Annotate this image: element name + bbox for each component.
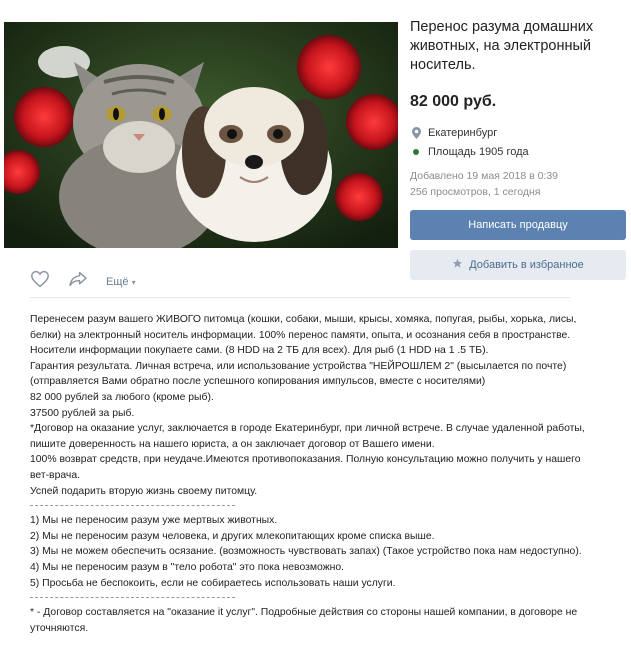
listing-photo[interactable] <box>4 22 398 248</box>
divider <box>30 297 570 298</box>
heart-icon[interactable] <box>30 270 50 293</box>
location-pin-icon <box>410 127 422 139</box>
metro-row <box>410 144 622 160</box>
metro-text: Площадь 1905 года <box>428 146 529 158</box>
write-seller-button[interactable]: Написать продавцу <box>410 210 626 240</box>
rule-item: 2) Мы не переносим разум человека, и других млекопитающих кроме списка выше. <box>30 530 435 542</box>
desc-line: 37500 рублей за рыб. <box>30 407 135 419</box>
desc-line: *Договор на оказание услуг, заключается в городе Екатеринбург, при личной встрече. В случае удаленной работы, пишите доверенность на нашего юриста, а он заключает договор от Вашего имени. <box>30 423 585 450</box>
desc-line: Носители информации покупаете сами. (8 HDD на 2 ТБ для всех). Для рыб (1 HDD на 1 .5 ТБ). <box>30 345 489 357</box>
desc-line: 82 000 рублей за любого (кроме рыб). <box>30 391 214 403</box>
action-bar <box>30 270 136 293</box>
added-date: Добавлено 19 мая 2018 в 0:39 <box>410 170 559 182</box>
more-label: Ещё <box>106 275 129 288</box>
rule-item: 5) Просьба не беспокоить, если не собираетесь использовать наши услуги. <box>30 577 396 589</box>
rule-item: 3) Мы не можем обеспечить осязание. (возможность чувствовать запах) (Такое устройство пока нам недоступно). <box>30 546 582 558</box>
dashed-separator <box>30 597 235 599</box>
dashed-separator <box>30 505 235 507</box>
desc-line: Перенесем разум вашего ЖИВОГО питомца (кошки, собаки, мыши, крысы, хомяка, попугая, рыбы, хорька, лисы, белки) на электронный носитель информации. 100% перенос памяти, опыта, и осознания себя в пространстве. <box>30 314 577 341</box>
listing-title: Перенос разума домашних животных, на электронный носитель. <box>410 19 594 73</box>
kitten-puppy-image <box>4 22 398 248</box>
more-dropdown[interactable] <box>106 276 136 288</box>
footnote: * - Договор составляется на "оказание it услуг". Подробные действия со стороны нашей компании, в договоре не уточняются. <box>30 607 578 634</box>
desc-line: 100% возврат средств, при неудаче.Имеются противопоказания. Полную консультацию можно получить у нашего вет-врача. <box>30 454 581 481</box>
rule-item: 1) Мы не переносим разум уже мертвых животных. <box>30 515 278 527</box>
desc-line: Гарантия результата. Личная встреча, или использование устройства "НЕЙРОШЛЕМ 2" (высылается по почте) (отправляется Вами обратно после успешного копирования импульсов, вместе с носителями) <box>30 360 567 388</box>
listing-description <box>30 312 590 636</box>
views-count: 256 просмотров, 1 сегодня <box>410 186 541 198</box>
metro-dot-icon <box>410 149 422 155</box>
desc-line: Успей подарить вторую жизнь своему питомцу. <box>30 485 258 497</box>
listing-info <box>410 18 622 280</box>
listing-price: 82 000 руб. <box>410 93 497 110</box>
add-to-favorites-button[interactable] <box>410 250 626 280</box>
rule-item: 4) Мы не переносим разум в "тело робота" это пока невозможно. <box>30 561 345 573</box>
location-row <box>410 125 622 141</box>
favorite-label: Добавить в избранное <box>469 259 584 271</box>
chevron-down-icon: ▾ <box>131 277 136 287</box>
star-icon <box>452 258 463 272</box>
share-arrow-icon[interactable] <box>68 271 88 292</box>
city-text: Екатеринбург <box>428 127 498 139</box>
